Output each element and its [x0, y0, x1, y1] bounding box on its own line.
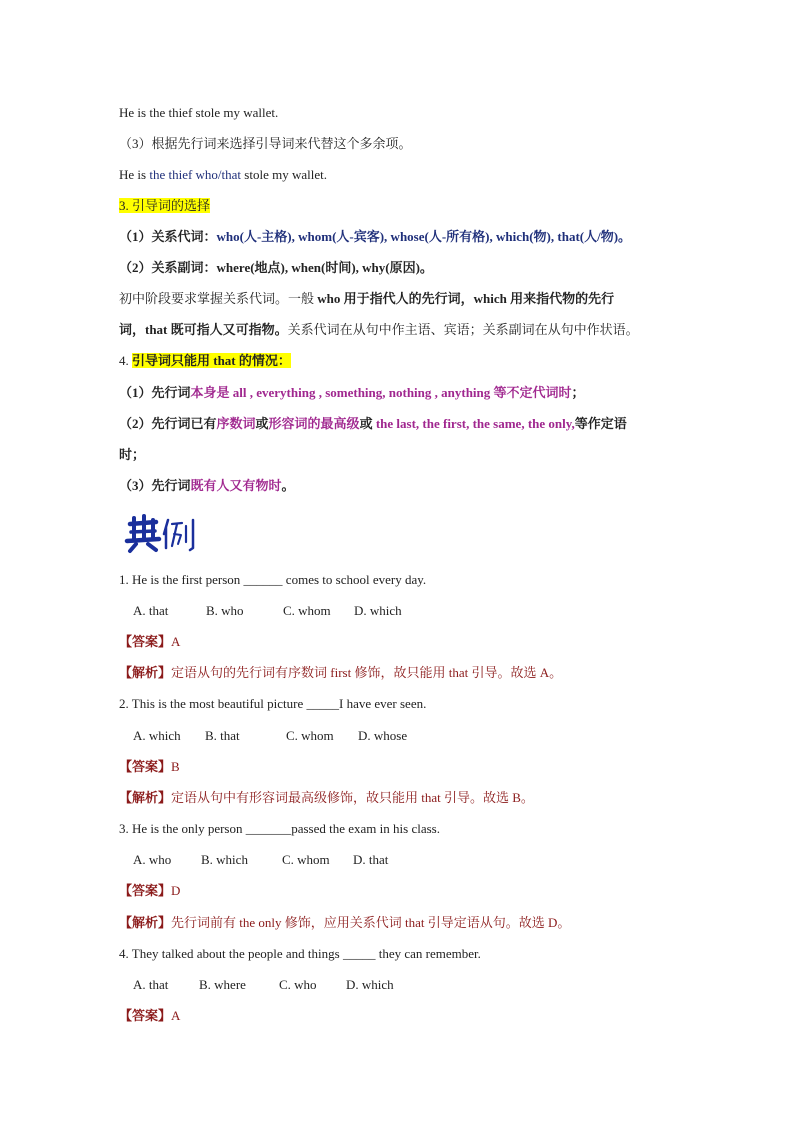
option-a: A. which	[133, 728, 181, 743]
analysis-text: 定语从句中有形容词最高级修饰，故只能用 that 引导。故选 B。	[171, 790, 534, 805]
rule-text: ；	[571, 385, 585, 400]
answer-value: D	[171, 883, 181, 898]
relative-pronoun-list: who(人-主格), whom(人-宾客), whose(人-所有格), which(物), that(人/物)。	[216, 229, 632, 244]
question-stem: 4. They talked about the people and things _____ they can remember.	[119, 946, 481, 961]
answer-label: 【答案】	[119, 634, 172, 649]
question-3-analysis	[119, 914, 570, 932]
section-4-number: 4.	[119, 353, 132, 368]
relative-adverb-label: （2）关系副词：	[119, 260, 217, 275]
answer-label: 【答案】	[119, 759, 172, 774]
intro-sentence-part: He is	[119, 167, 150, 182]
question-1-stem	[119, 571, 426, 589]
answer-label: 【答案】	[119, 883, 172, 898]
option-b: B. where	[199, 977, 246, 992]
question-1-analysis	[119, 664, 562, 682]
intro-sentence-wrong: He is the thief stole my wallet.	[119, 105, 279, 120]
rule-highlight: 本身是 all , everything , something, nothing , anything 等不定代词时	[190, 385, 572, 400]
section-3-paragraph-line-1	[119, 290, 614, 308]
option-d: D. that	[353, 852, 389, 867]
option-b: B. who	[206, 603, 244, 618]
analysis-text: 定语从句的先行词有序数词 first 修饰，故只能用 that 引导。故选 A。	[171, 665, 563, 680]
rule-text: （3）先行词	[119, 478, 191, 493]
rule-text: 或	[255, 416, 269, 431]
question-4-answer	[119, 1007, 180, 1025]
question-1-answer	[119, 633, 180, 651]
question-2-options	[133, 727, 407, 745]
option-b: B. that	[205, 728, 240, 743]
question-3-answer	[119, 882, 180, 900]
question-1-options	[133, 602, 402, 620]
section-3-title: 3. 引导词的选择	[119, 198, 211, 213]
option-d: D. which	[346, 977, 394, 992]
question-2-analysis	[119, 789, 534, 807]
intro-line-1	[119, 104, 278, 122]
question-stem: 3. He is the only person _______passed the exam in his class.	[119, 821, 440, 836]
option-d: D. which	[354, 603, 402, 618]
rule-highlight: 既有人又有物时	[190, 478, 282, 493]
option-b: B. which	[201, 852, 248, 867]
option-c: C. whom	[283, 603, 331, 618]
question-2-stem	[119, 695, 426, 713]
answer-value: B	[171, 759, 180, 774]
intro-rule-3: （3）根据先行词来选择引导词来代替这个多余项。	[119, 136, 412, 151]
section-3-heading	[119, 197, 210, 215]
section-3-item-1	[119, 228, 631, 246]
question-stem: 1. He is the first person ______ comes to school every day.	[119, 572, 427, 587]
section-3-paragraph-line-2	[119, 321, 639, 339]
question-4-options	[133, 976, 394, 994]
paragraph-text: 关系代词在从句中作主语、宾语；关系副词在从句中作状语。	[287, 322, 639, 337]
section-4-heading	[119, 352, 291, 370]
paragraph-bold-text: 词，that 既可指人又可指物。	[119, 322, 288, 337]
section-4-item-1	[119, 384, 585, 402]
section-4-title: 引导词只能用 that 的情况：	[132, 353, 291, 368]
intro-line-3	[119, 166, 327, 184]
option-c: C. whom	[282, 852, 330, 867]
question-4-stem	[119, 945, 481, 963]
rule-text: 。	[281, 478, 295, 493]
rule-highlight: the last, the first, the same, the only,	[375, 416, 575, 431]
analysis-text: 先行词前有 the only 修饰，应用关系代词 that 引导定语从句。故选 D。	[171, 915, 571, 930]
analysis-label: 【解析】	[119, 790, 172, 805]
question-3-stem	[119, 820, 440, 838]
analysis-label: 【解析】	[119, 665, 172, 680]
intro-line-2	[119, 135, 412, 153]
option-a: A. who	[133, 852, 172, 867]
option-a: A. that	[133, 603, 169, 618]
option-a: A. that	[133, 977, 169, 992]
examples-logo	[122, 512, 200, 554]
option-c: C. whom	[286, 728, 334, 743]
rule-text: 等作定语	[574, 416, 627, 431]
rule-text: （2）先行词已有	[119, 416, 217, 431]
section-4-item-2	[119, 415, 627, 433]
rule-text: 时；	[119, 447, 146, 462]
option-c: C. who	[279, 977, 317, 992]
rule-highlight: 序数词	[216, 416, 256, 431]
intro-sentence-part: stole my wallet.	[241, 167, 327, 182]
section-4-item-2-cont	[119, 446, 145, 464]
section-3-item-2	[119, 259, 433, 277]
question-stem: 2. This is the most beautiful picture _____I have ever seen.	[119, 696, 427, 711]
paragraph-bold-text: who 用于指代人的先行词，which 用来指代物的先行	[317, 291, 615, 306]
section-4-item-3	[119, 477, 295, 495]
rule-text: （1）先行词	[119, 385, 191, 400]
answer-label: 【答案】	[119, 1008, 172, 1023]
rule-highlight: 形容词的最高级	[268, 416, 360, 431]
answer-value: A	[171, 634, 181, 649]
rule-text: 或	[359, 416, 376, 431]
answer-value: A	[171, 1008, 181, 1023]
question-3-options	[133, 851, 388, 869]
option-d: D. whose	[358, 728, 408, 743]
paragraph-text: 初中阶段要求掌握关系代词。一般	[119, 291, 318, 306]
relative-pronoun-label: （1）关系代词：	[119, 229, 217, 244]
question-2-answer	[119, 758, 180, 776]
relative-adverb-list: where(地点), when(时间), why(原因)。	[216, 260, 433, 275]
analysis-label: 【解析】	[119, 915, 172, 930]
intro-sentence-highlight: the thief who/that	[149, 167, 242, 182]
